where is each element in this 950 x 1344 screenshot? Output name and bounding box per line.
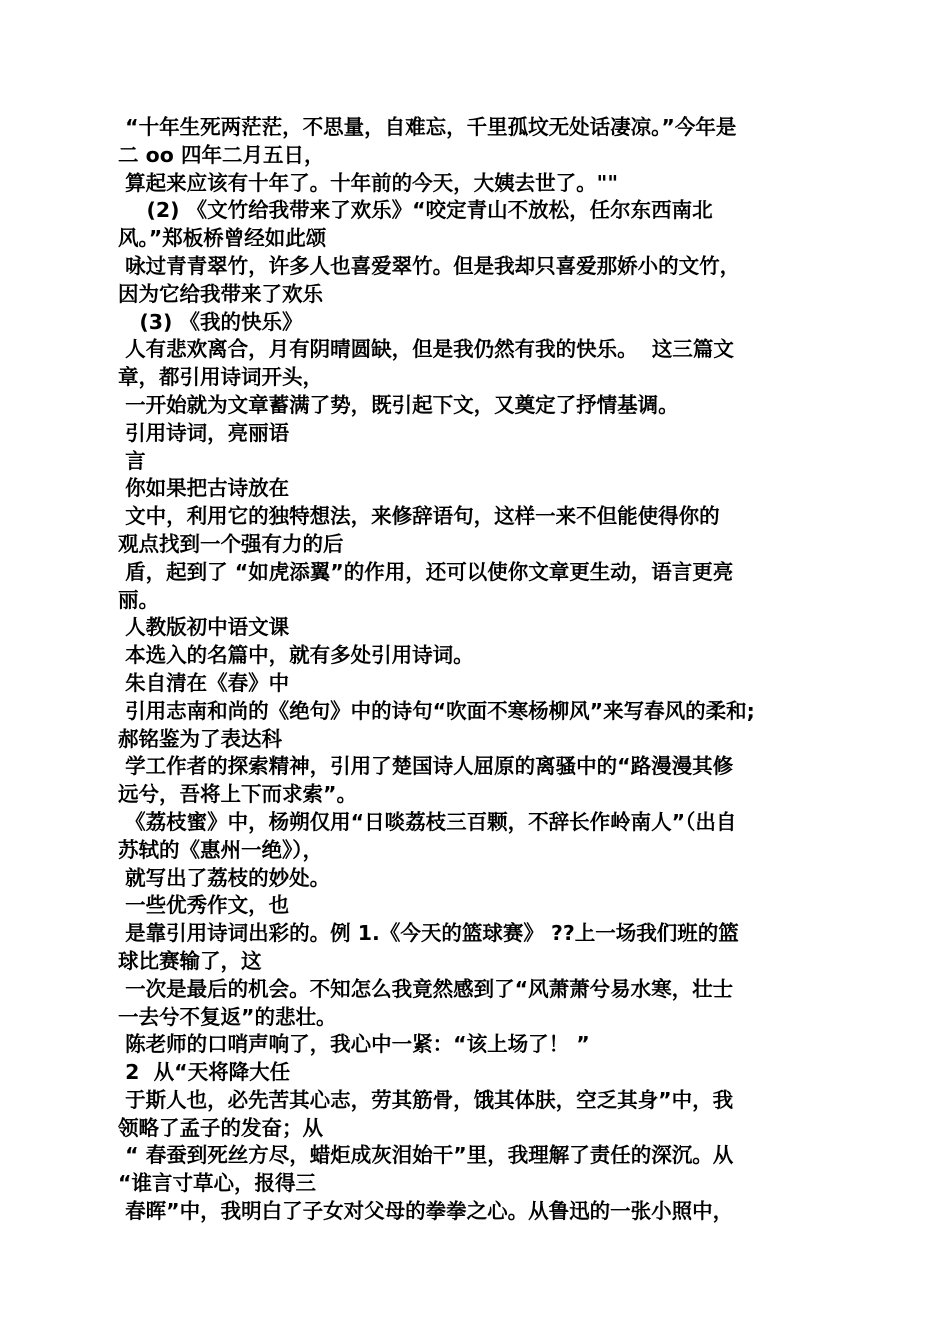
text-line: 春晖”中，我明白了子女对父母的拳拳之心。从鲁迅的一张小照中，: [118, 1199, 734, 1224]
text-line: 人教版初中语文课: [118, 615, 290, 640]
text-line: 《荔枝蜜》中，杨朔仅用“日啖荔枝三百颗，不辞长作岭南人”（出自: [118, 809, 737, 834]
text-line: 苏轼的《惠州一绝》），: [118, 837, 323, 862]
text-line: 学工作者的探索精神，引用了楚国诗人屈原的离骚中的“路漫漫其修: [118, 754, 734, 779]
text-line: 就写出了荔枝的妙处。: [118, 865, 331, 890]
text-line: 领略了孟子的发奋；从: [118, 1115, 323, 1140]
text-line: 言: [118, 448, 146, 473]
text-line: 引用诗词，亮丽语: [118, 420, 290, 445]
text-line: 一开始就为文章蓄满了势，既引起下文，又奠定了抒情基调。: [118, 392, 679, 417]
text-line: 风。”郑板桥曾经如此颂: [118, 226, 327, 251]
text-line: 球比赛输了，这: [118, 948, 262, 973]
text-line: 本选入的名篇中，就有多处引用诗词。: [118, 643, 474, 668]
text-line: 一次是最后的机会。不知怎么我竟然感到了“风萧萧兮易水寒，壮士: [118, 976, 734, 1001]
text-line: 因为它给我带来了欢乐: [118, 281, 323, 306]
text-line: 朱自清在《春》中: [118, 670, 290, 695]
text-line: 你如果把古诗放在: [118, 476, 290, 501]
text-line: (3) 《我的快乐》: [118, 309, 303, 334]
text-line: 引用志南和尚的《绝句》中的诗句“吹面不寒杨柳风”来写春风的柔和;: [118, 698, 755, 723]
text-line: 于斯人也，必先苦其心志，劳其筋骨，饿其体肤，空乏其身”中，我: [118, 1087, 734, 1112]
text-line: 盾，起到了 “如虎添翼”的作用，还可以使你文章更生动，语言更亮: [118, 559, 734, 584]
text-line: 是靠引用诗词出彩的。例 1.《今天的篮球赛》 ??上一场我们班的篮: [118, 921, 739, 946]
text-line: 人有悲欢离合，月有阴晴圆缺，但是我仍然有我的快乐。 这三篇文: [118, 337, 734, 362]
text-line: 观点找到一个强有力的后: [118, 531, 344, 556]
text-line: 丽。: [118, 587, 159, 612]
text-line: 文中，利用它的独特想法，来修辞语句，这样一来不但能使得你的: [118, 504, 720, 529]
text-line: 一去兮不复返”的悲壮。: [118, 1004, 337, 1029]
text-line: “谁言寸草心，报得三: [118, 1171, 316, 1196]
text-line: 二 oo 四年二月五日，: [118, 142, 325, 167]
text-line: 咏过青青翠竹，许多人也喜爱翠竹。但是我却只喜爱那娇小的文竹，: [118, 253, 741, 278]
document-text: [118, 114, 840, 1226]
text-line: 一些优秀作文，也: [118, 893, 290, 918]
text-line: 2 从“天将降大任: [118, 1060, 291, 1085]
text-line: 章，都引用诗词开头，: [118, 365, 323, 390]
text-line: 陈老师的口哨声响了，我心中一紧：“该上场了！ ”: [118, 1032, 590, 1057]
text-line: 远兮，吾将上下而求索”。: [118, 782, 357, 807]
text-line: “十年生死两茫茫，不思量，自难忘，千里孤坟无处话凄凉。”今年是: [118, 115, 737, 139]
text-line: 算起来应该有十年了。十年前的今天，大姨去世了。"": [118, 170, 618, 195]
text-line: “ 春蚕到死丝方尽，蜡炬成灰泪始干”里，我理解了责任的深沉。从: [118, 1143, 734, 1168]
text-line: (2) 《文竹给我带来了欢乐》“咬定青山不放松，任尔东西南北: [118, 198, 713, 223]
text-line: 郝铭鉴为了表达科: [118, 726, 282, 751]
